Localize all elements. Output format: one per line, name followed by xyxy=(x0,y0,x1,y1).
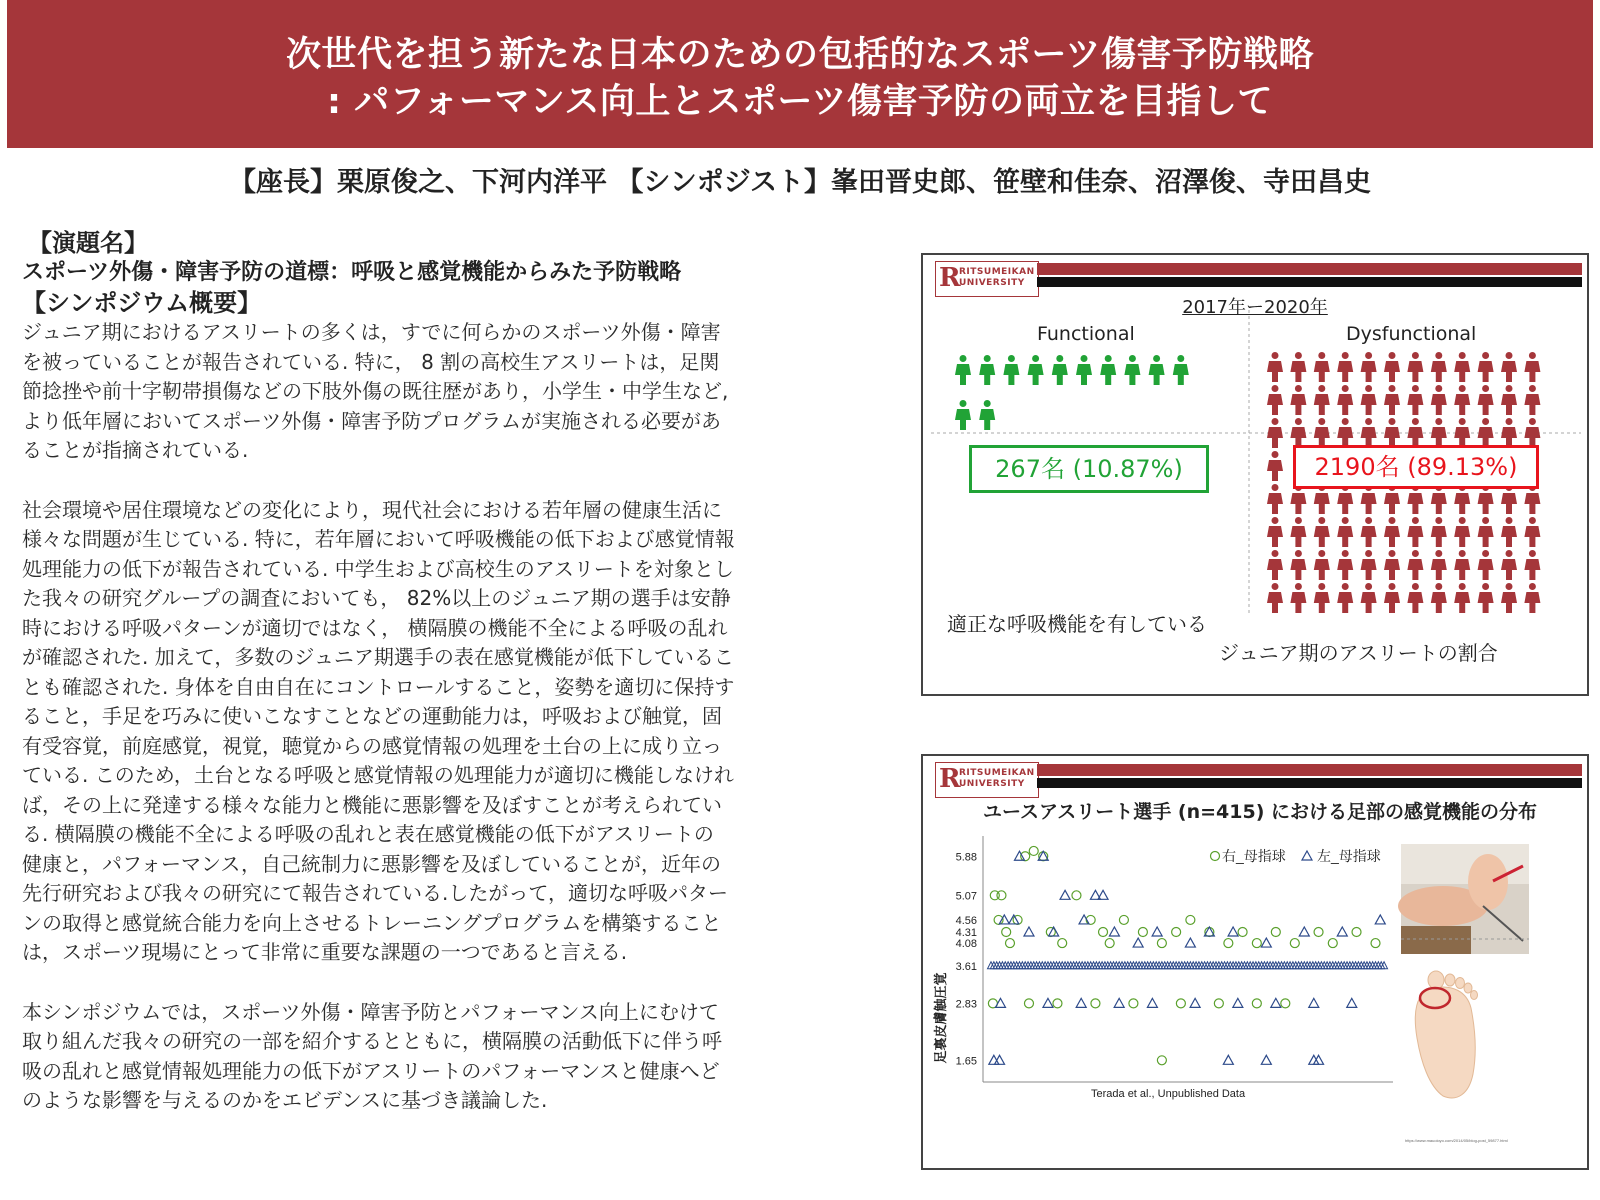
data-point-circle xyxy=(1157,1056,1166,1065)
data-point-circle xyxy=(1138,927,1147,936)
sensory-scatter-chart xyxy=(923,756,1587,1168)
data-point-circle xyxy=(1371,939,1380,948)
functional-label: Functional xyxy=(1037,323,1135,345)
functional-person-icon xyxy=(979,355,995,385)
data-point-circle xyxy=(1029,846,1038,855)
data-point-triangle xyxy=(1271,998,1281,1007)
data-point-triangle xyxy=(1060,890,1070,899)
data-point-circle xyxy=(1091,999,1100,1008)
y-tick-label: 4.08 xyxy=(955,938,977,951)
logo-letter: R xyxy=(939,263,961,293)
text-line: 取り組んだ我々の研究の一部を紹介するとともに，横隔膜の活動低下に伴う呼 xyxy=(22,1029,722,1053)
y-tick-label: 4.56 xyxy=(955,914,977,927)
data-point-circle xyxy=(1105,939,1114,948)
caption-line-1: 適正な呼吸機能を有している xyxy=(947,612,1207,636)
data-point-circle xyxy=(1176,999,1185,1008)
dysfunctional-person-icon xyxy=(1454,550,1470,580)
dysfunctional-person-icon xyxy=(1267,451,1283,481)
paragraph-3 xyxy=(22,998,902,1116)
legend-triangle-marker xyxy=(1302,851,1312,860)
dysfunctional-person-icon xyxy=(1314,517,1330,547)
foot-sole-illustration xyxy=(1415,971,1477,1098)
data-point-circle xyxy=(1053,999,1062,1008)
dysfunctional-person-icon xyxy=(1267,484,1283,514)
data-point-circle xyxy=(1314,927,1323,936)
dysfunctional-person-icon xyxy=(1337,385,1353,415)
text-line: ること，手足を巧みに使いこなすことなどの運動能力は，呼吸および触覚，固 xyxy=(22,704,722,728)
dysfunctional-person-icon xyxy=(1384,352,1400,382)
functional-person-icon xyxy=(1028,355,1044,385)
y-tick-label: 2.83 xyxy=(955,998,977,1011)
dysfunctional-person-icon xyxy=(1501,418,1517,448)
dysfunctional-person-icon xyxy=(1478,583,1494,613)
data-point-circle xyxy=(1352,927,1361,936)
dysfunctional-person-icon xyxy=(1314,418,1330,448)
dysfunctional-person-icon xyxy=(1290,517,1306,547)
dysfunctional-value-box: 2190名 (89.13%) xyxy=(1293,445,1539,489)
text-line: 吸の乱れと感覚情報処理能力の低下がアスリートのパフォーマンスと健康へど xyxy=(22,1058,720,1083)
y-tick-label: 5.88 xyxy=(955,851,977,864)
text-line: ジュニア期におけるアスリートの多くは，すでに何らかのスポーツ外傷・障害 xyxy=(22,320,721,344)
data-point-circle xyxy=(1072,891,1081,900)
data-point-circle xyxy=(1224,939,1233,948)
chart-title: ユースアスリート選手 (n=415) における足部の感覚機能の分布 xyxy=(983,801,1537,823)
title-line-1: 次世代を担う新たな日本のための包括的なスポーツ傷害予防戦略 xyxy=(285,35,1315,75)
y-axis-label: 足裏皮膚触圧覚 xyxy=(933,972,948,1064)
data-point-triangle xyxy=(1233,998,1243,1007)
dysfunctional-person-icon xyxy=(1454,517,1470,547)
dysfunctional-person-icon xyxy=(1290,385,1306,415)
period-label: 2017年ー2020年 xyxy=(1182,297,1328,318)
dysfunctional-person-icon xyxy=(1478,418,1494,448)
text-line: 本シンポジウムでは，スポーツ外傷・障害予防とパフォーマンス向上にむけて xyxy=(22,999,719,1024)
functional-person-icon xyxy=(979,400,995,430)
dysfunctional-person-icon xyxy=(1361,583,1377,613)
left-column xyxy=(22,228,902,1116)
data-point-circle xyxy=(1129,999,1138,1008)
data-point-triangle xyxy=(1076,998,1086,1007)
dysfunctional-person-icon xyxy=(1454,418,1470,448)
dysfunctional-person-icon xyxy=(1337,550,1353,580)
dysfunctional-person-icon xyxy=(1454,583,1470,613)
data-point-circle xyxy=(1172,927,1181,936)
dysfunctional-person-icon xyxy=(1314,583,1330,613)
text-line: 様々な問題が生じている. 特に，若年層において呼吸機能の低下および感覚情報 xyxy=(22,527,735,551)
data-point-triangle xyxy=(1133,938,1143,947)
dysfunctional-person-icon xyxy=(1407,352,1423,382)
legend-left: 左_母指球 xyxy=(1317,848,1381,864)
data-point-triangle xyxy=(1299,927,1309,936)
text-line: ば，その上に発達する様々な能力と機能に悪影響を及ぼすことが考えられてい xyxy=(22,792,722,817)
dysfunctional-person-icon xyxy=(1361,418,1377,448)
data-point-triangle xyxy=(1375,915,1385,924)
dysfunctional-person-icon xyxy=(1267,583,1283,613)
dysfunctional-person-icon xyxy=(1524,385,1540,415)
text-line: のような影響を与えるのかをエビデンスに基づき議論した. xyxy=(22,1088,548,1112)
dysfunctional-person-icon xyxy=(1431,385,1447,415)
functional-person-icon xyxy=(1173,355,1189,385)
text-line: を被っていることが報告されている. 特に， 8 割の高校生アスリートは，足関 xyxy=(22,349,720,374)
dysfunctional-person-icon xyxy=(1361,385,1377,415)
text-line: ンの取得と感覚統合能力を向上させるトレーニングプログラムを構築すること xyxy=(22,910,722,935)
dysfunctional-person-icon xyxy=(1361,550,1377,580)
dysfunctional-person-icon xyxy=(1524,352,1540,382)
data-point-circle xyxy=(1281,999,1290,1008)
data-point-triangle xyxy=(1228,927,1238,936)
data-point-circle xyxy=(1290,939,1299,948)
authors-line: 【座長】栗原俊之、下河内洋平 【シンポジスト】峯田晋史郎、笹壁和佳奈、沼澤俊、寺田昌史 xyxy=(229,167,1371,198)
data-point-triangle xyxy=(1347,998,1357,1007)
data-point-triangle xyxy=(1309,998,1319,1007)
dysfunctional-person-icon xyxy=(1290,583,1306,613)
source-caption: Terada et al., Unpublished Data xyxy=(1091,1088,1246,1100)
data-point-triangle xyxy=(1147,998,1157,1007)
functional-person-icon xyxy=(1124,355,1140,385)
text-line: 健康と，パフォーマンス，自己統制力に悪影響を及ぼしていることが，近年の xyxy=(22,851,721,876)
dysfunctional-person-icon xyxy=(1267,517,1283,547)
dysfunctional-person-icon xyxy=(1384,517,1400,547)
data-point-circle xyxy=(1058,939,1067,948)
data-point-triangle xyxy=(1185,938,1195,947)
dysfunctional-person-icon xyxy=(1337,517,1353,547)
dysfunctional-person-icon xyxy=(1337,583,1353,613)
text-line: は，スポーツ現場にとって非常に重要な課題の一つであると言える. xyxy=(22,940,628,964)
dysfunctional-person-icon xyxy=(1431,517,1447,547)
legend-right: 右_母指球 xyxy=(1222,848,1286,864)
dysfunctional-person-icon xyxy=(1431,352,1447,382)
data-point-circle xyxy=(1005,939,1014,948)
dysfunctional-person-icon xyxy=(1407,418,1423,448)
dysfunctional-person-icon xyxy=(1314,385,1330,415)
dysfunctional-person-icon xyxy=(1384,418,1400,448)
dysfunctional-person-icon xyxy=(1407,550,1423,580)
dysfunctional-person-icon xyxy=(1431,583,1447,613)
y-tick-label: 5.07 xyxy=(955,890,977,903)
dysfunctional-person-icon xyxy=(1290,550,1306,580)
data-point-circle xyxy=(1024,999,1033,1008)
data-point-circle xyxy=(1252,939,1261,948)
data-point-triangle xyxy=(1043,998,1053,1007)
functional-person-icon xyxy=(955,355,971,385)
functional-person-icon xyxy=(1100,355,1116,385)
dysfunctional-person-icon xyxy=(1361,517,1377,547)
text-line: ることが指摘されている. xyxy=(22,438,249,462)
dysfunctional-person-icon xyxy=(1524,517,1540,547)
dysfunctional-person-icon xyxy=(1337,352,1353,382)
data-point-circle xyxy=(1086,915,1095,924)
dysfunctional-person-icon xyxy=(1267,385,1283,415)
dysfunctional-person-icon xyxy=(1478,517,1494,547)
data-point-triangle xyxy=(1109,927,1119,936)
data-point-circle xyxy=(1157,939,1166,948)
functional-person-icon xyxy=(955,400,971,430)
dysfunctional-person-icon xyxy=(1501,385,1517,415)
topic-heading: 【演題名】 xyxy=(28,229,148,257)
logo-line-1: RITSUMEIKAN xyxy=(959,768,1035,778)
data-point-circle xyxy=(1271,927,1280,936)
title-banner xyxy=(7,0,1593,148)
data-point-triangle xyxy=(1261,1055,1271,1064)
text-line: 時における呼吸パターンが適切ではなく， 横隔膜の機能不全による呼吸の乱れ xyxy=(22,615,728,640)
title-line-2: : パフォーマンス向上とスポーツ傷害予防の両立を目指して xyxy=(327,82,1273,122)
paragraph-1 xyxy=(22,318,902,466)
data-point-circle xyxy=(1238,927,1247,936)
dysfunctional-person-icon xyxy=(1524,418,1540,448)
dysfunctional-person-icon xyxy=(1431,550,1447,580)
sensory-slide xyxy=(921,754,1589,1170)
foot-test-photo xyxy=(1398,844,1529,954)
logo-line-1: RITSUMEIKAN xyxy=(959,267,1035,277)
data-point-circle xyxy=(1002,927,1011,936)
dysfunctional-person-icon xyxy=(1454,385,1470,415)
dysfunctional-person-icon xyxy=(1524,550,1540,580)
data-point-circle xyxy=(1252,999,1261,1008)
data-point-triangle xyxy=(1261,938,1271,947)
data-point-triangle xyxy=(1024,927,1034,936)
dysfunctional-person-icon xyxy=(1314,352,1330,382)
data-point-circle xyxy=(1186,915,1195,924)
dysfunctional-person-icon xyxy=(1501,517,1517,547)
text-line: た我々の研究グループの調査においても， 82%以上のジュニア期の選手は安静 xyxy=(22,586,731,610)
data-point-triangle xyxy=(1223,1055,1233,1064)
dysfunctional-person-icon xyxy=(1337,418,1353,448)
dysfunctional-person-icon xyxy=(1524,583,1540,613)
data-point-circle xyxy=(1119,915,1128,924)
dysfunctional-person-icon xyxy=(1290,352,1306,382)
dysfunctional-person-icon xyxy=(1290,418,1306,448)
dysfunctional-person-icon xyxy=(1314,550,1330,580)
image-credit-url: https://www.mauoioyo.com/2014/05/blog-post_59877.html xyxy=(1405,1138,1508,1143)
functional-value-box: 267名 (10.87%) xyxy=(969,445,1209,493)
data-point-circle xyxy=(997,891,1006,900)
data-point-triangle xyxy=(1337,927,1347,936)
dysfunctional-person-icon xyxy=(1478,385,1494,415)
y-tick-label: 3.61 xyxy=(955,960,977,973)
dysfunctional-person-icon xyxy=(1267,352,1283,382)
dysfunctional-person-icon xyxy=(1267,418,1283,448)
text-line: 社会環境や居住環境などの変化により，現代社会における若年層の健康生活に xyxy=(22,497,722,522)
functional-person-icon xyxy=(1052,355,1068,385)
y-tick-label: 1.65 xyxy=(955,1055,977,1068)
caption-line-2: ジュニア期のアスリートの割合 xyxy=(1219,641,1498,665)
dysfunctional-label: Dysfunctional xyxy=(1346,323,1477,345)
text-line: 有受容覚，前庭感覚，視覚，聴覚からの感覚情報の処理を土台の上に成り立っ xyxy=(22,733,722,758)
logo-line-2: UNIVERSITY xyxy=(959,779,1025,789)
text-line: 節捻挫や前十字靭帯損傷などの下肢外傷の既往歴があり，小学生・中学生など, xyxy=(22,379,729,403)
dysfunctional-person-icon xyxy=(1501,583,1517,613)
data-point-circle xyxy=(1214,999,1223,1008)
functional-person-icon xyxy=(1003,355,1019,385)
logo-letter: R xyxy=(939,764,961,794)
dysfunctional-person-icon xyxy=(1501,550,1517,580)
data-point-triangle xyxy=(1114,998,1124,1007)
dysfunctional-person-icon xyxy=(1501,352,1517,382)
talk-title: スポーツ外傷・障害予防の道標：呼吸と感覚機能からみた予防戦略 xyxy=(22,260,682,285)
overview-heading: 【シンポジウム概要】 xyxy=(22,289,262,317)
paragraph-2 xyxy=(22,496,902,968)
logo-line-2: UNIVERSITY xyxy=(959,278,1025,288)
dysfunctional-person-icon xyxy=(1384,385,1400,415)
functional-person-icon xyxy=(1076,355,1092,385)
functional-person-icon xyxy=(1149,355,1165,385)
text-line: より低年層においてスポーツ外傷・障害予防プログラムが実施される必要があ xyxy=(22,408,721,433)
dysfunctional-person-icon xyxy=(1431,418,1447,448)
dysfunctional-person-icon xyxy=(1384,550,1400,580)
data-point-triangle xyxy=(1190,998,1200,1007)
text-line: ている. このため，土台となる呼吸と感覚情報の処理能力が適切に機能しなけれ xyxy=(22,763,734,787)
breathing-slide xyxy=(921,253,1589,696)
dysfunctional-person-icon xyxy=(1407,385,1423,415)
text-line: 先行研究および我々の研究にて報告されている.したがって，適切な呼吸パター xyxy=(22,881,728,905)
data-point-circle xyxy=(1099,927,1108,936)
dysfunctional-person-icon xyxy=(1407,583,1423,613)
dysfunctional-person-icon xyxy=(1361,352,1377,382)
dysfunctional-person-icon xyxy=(1384,583,1400,613)
text-line: 処理能力の低下が報告されている. 中学生および高校生のアスリートを対象とし xyxy=(22,556,734,581)
dysfunctional-person-icon xyxy=(1478,550,1494,580)
text-line: る. 横隔膜の機能不全による呼吸の乱れと表在感覚機能の低下がアスリートの xyxy=(22,822,714,846)
dysfunctional-person-icon xyxy=(1478,352,1494,382)
data-point-circle xyxy=(1328,939,1337,948)
text-line: とも確認された. 身体を自由自在にコントロールすること，姿勢を適切に保持す xyxy=(22,674,735,699)
dysfunctional-person-icon xyxy=(1454,352,1470,382)
legend-circle-marker xyxy=(1211,852,1220,861)
dysfunctional-person-icon xyxy=(1407,517,1423,547)
data-point-triangle xyxy=(1152,927,1162,936)
dysfunctional-person-icon xyxy=(1267,550,1283,580)
y-tick-label: 4.31 xyxy=(955,926,977,939)
text-line: が確認された. 加えて，多数のジュニア期選手の表在感覚機能が低下しているこ xyxy=(22,645,734,669)
